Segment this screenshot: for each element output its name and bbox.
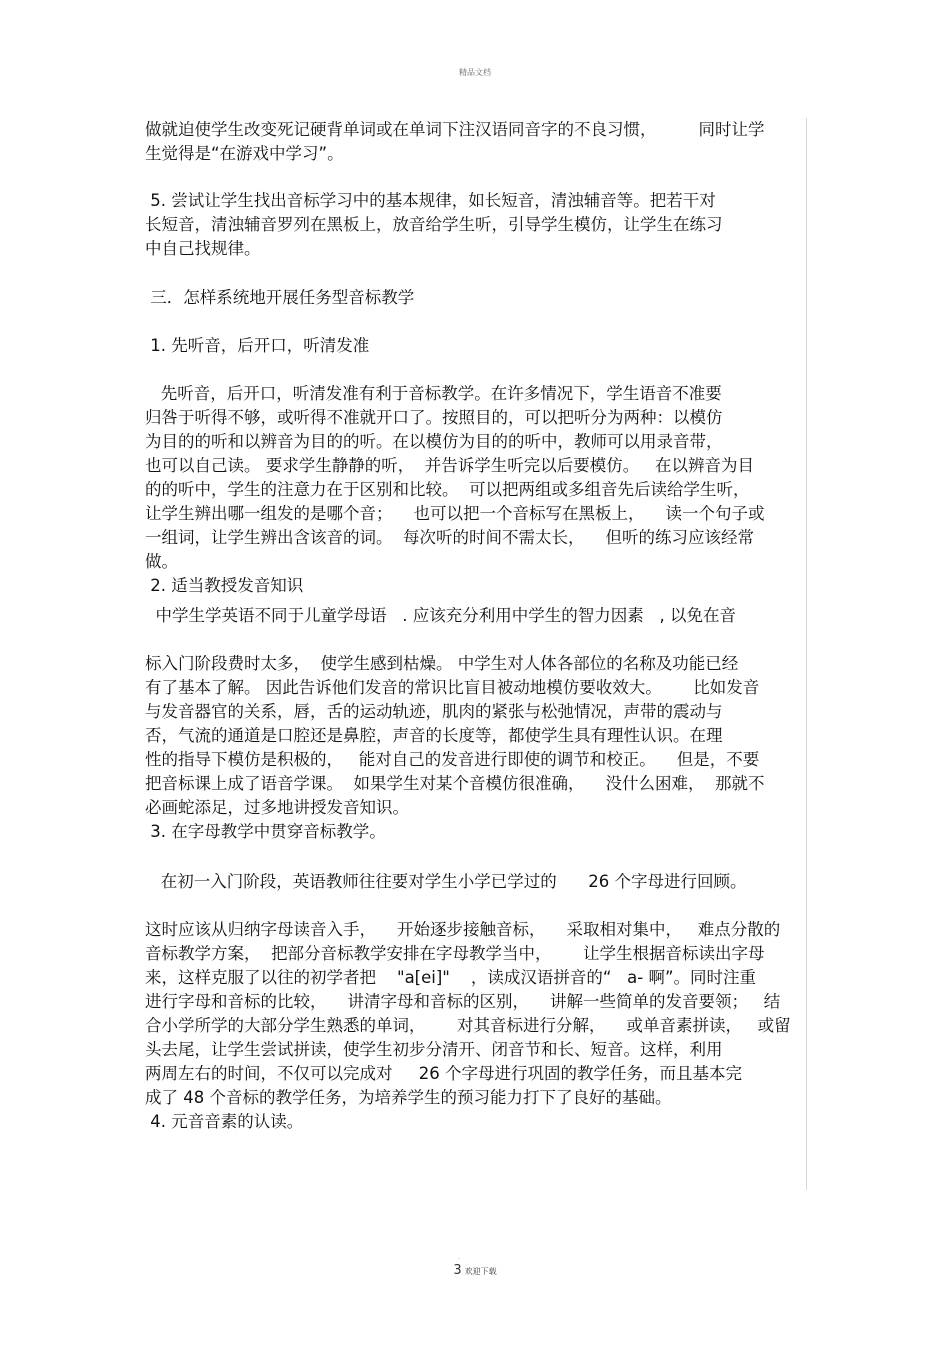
text-line: 做就迫使学生改变死记硬背单词或在单词下注汉语同音字的不良习惯， 同时让学 (145, 120, 765, 139)
text-line: 中学生学英语不同于儿童学母语 . 应该充分利用中学生的智力因素 , 以免在音 (145, 606, 736, 625)
text-line: 长短音，清浊辅音罗列在黑板上，放音给学生听，引导学生模仿，让学生在练习 (145, 215, 723, 234)
page-number: 3 (453, 1263, 462, 1278)
text-line: 三．怎样系统地开展任务型音标教学 (145, 288, 415, 307)
text-line: 标入门阶段费时太多， 使学生感到枯燥。 中学生对人体各部位的名称及功能已经 (145, 654, 739, 673)
text-line: 1. 先听音，后开口，听清发准 (145, 336, 370, 355)
text-line: 否，气流的通道是口腔还是鼻腔，声音的长度等，都使学生具有理性认识。在理 (145, 726, 723, 745)
text-line: 生觉得是“在游戏中学习”。 (145, 144, 344, 163)
text-line: 有了基本了解。 因此告诉他们发音的常识比盲目被动地模仿要收效大。 比如发音 (145, 678, 760, 697)
text-line: 来，这样克服了以往的初学者把 "a[ei]" ，读成汉语拼音的“ a- 啊”。同时注重 (145, 968, 756, 987)
page-border-right (806, 118, 807, 1190)
text-line: 5. 尝试让学生找出音标学习中的基本规律，如长短音，清浊辅音等。把若干对 (145, 191, 716, 210)
text-line: 把音标课上成了语音学课。 如果学生对某个音模仿很准确， 没什么困难， 那就不 (145, 774, 765, 793)
text-line: 归咎于听得不够，或听得不准就开口了。按照目的，可以把听分为两种：以模仿 (145, 408, 723, 427)
text-line: 的的听中，学生的注意力在于区别和比较。 可以把两组或多组音先后读给学生听， (145, 480, 750, 499)
footer-dot: . (458, 1253, 461, 1261)
text-line: 一组词，让学生辨出含该音的词。 每次听的时间不需太长， 但听的练习应该经常 (145, 528, 754, 547)
text-line: 中自己找规律。 (145, 239, 261, 258)
text-line: 做。 (145, 552, 178, 571)
text-line: 4. 元音音素的认读。 (145, 1112, 304, 1131)
text-line: 这时应该从归纳字母读音入手， 开始逐步接触音标， 采取相对集中， 难点分散的 (145, 920, 781, 939)
text-line: 3. 在字母教学中贯穿音标教学。 (145, 822, 386, 841)
text-line: 在初一入门阶段，英语教师往往要对学生小学已学过的 26 个字母进行回顾。 (145, 872, 747, 891)
text-line: 必画蛇添足，过多地讲授发音知识。 (145, 798, 409, 817)
text-line: 先听音，后开口，听清发准有利于音标教学。在许多情况下，学生语音不准要 (145, 384, 722, 403)
text-line: 为目的的听和以辨音为目的的听。在以模仿为目的的听中，教师可以用录音带， (145, 432, 723, 451)
footer-text: 欢迎下载 (464, 1267, 497, 1276)
text-line: 与发音器官的关系，唇，舌的运动轨迹，肌肉的紧张与松弛情况，声带的震动与 (145, 702, 723, 721)
text-line: 音标教学方案， 把部分音标教学安排在字母教学当中， 让学生根据音标读出字母 (145, 944, 765, 963)
text-line: 让学生辨出哪一组发的是哪个音； 也可以把一个音标写在黑板上， 读一个句子或 (145, 504, 765, 523)
text-line: 合小学所学的大部分学生熟悉的单词， 对其音标进行分解， 或单音素拼读， 或留 (145, 1016, 791, 1035)
text-line: 性的指导下模仿是积极的， 能对自己的发音进行即使的调节和校正。 但是，不要 (145, 750, 760, 769)
text-line: 也可以自己读。 要求学生静静的听， 并告诉学生听完以后要模仿。 在以辨音为目 (145, 456, 754, 475)
page-header: 精品文档 (459, 68, 491, 77)
text-line: 进行字母和音标的比较， 讲清字母和音标的区别， 讲解一些简单的发音要领； 结 (145, 992, 781, 1011)
text-line: 两周左右的时间，不仅可以完成对 26 个字母进行巩固的教学任务，而且基本完 (145, 1064, 742, 1083)
page-footer (0, 1253, 950, 1278)
text-line: 2. 适当教授发音知识 (145, 576, 304, 595)
text-line: 成了 48 个音标的教学任务，为培养学生的预习能力打下了良好的基础。 (145, 1088, 672, 1107)
text-line: 头去尾，让学生尝试拼读，使学生初步分清开、闭音节和长、短音。这样，利用 (145, 1040, 723, 1059)
